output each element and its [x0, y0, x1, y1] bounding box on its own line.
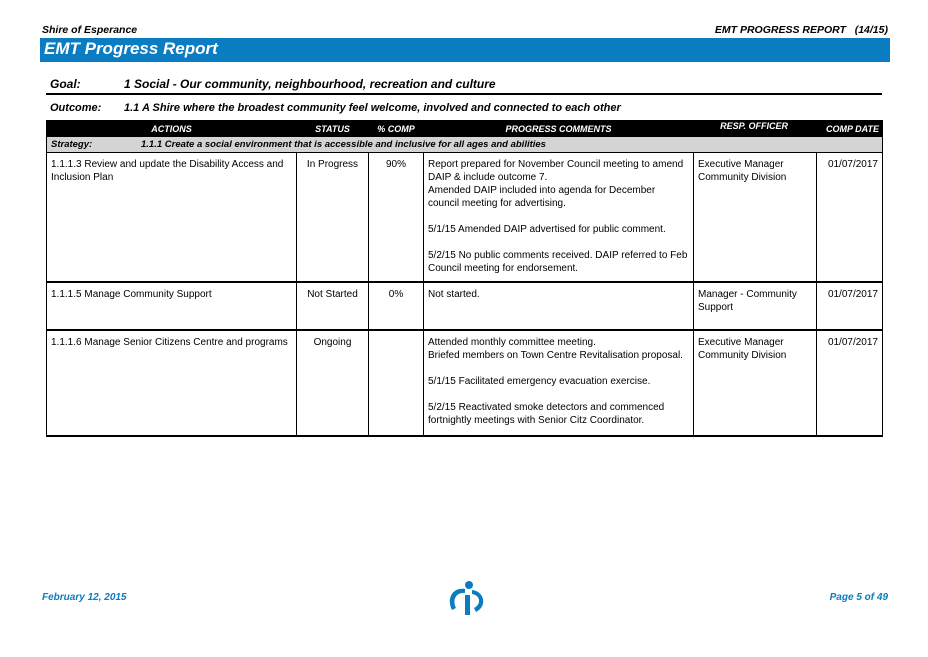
goal-text: 1 Social - Our community, neighbourhood, recreation and culture: [124, 77, 496, 91]
organisation-name: Shire of Esperance: [42, 24, 138, 36]
status-cell: Ongoing: [297, 330, 369, 436]
comment-paragraph: 5/2/15 No public comments received. DAIP referred to Feb Council meeting for endorsement.: [428, 250, 688, 274]
col-header-actions: ACTIONS: [47, 121, 297, 137]
outcome-line: [50, 102, 621, 114]
goal-line: [50, 77, 496, 91]
report-date: February 12, 2015: [42, 592, 127, 603]
comp-date-cell: 01/07/2017: [817, 153, 883, 283]
strategy-text: 1.1.1 Create a social environment that is accessible and inclusive for all ages and abilities: [141, 139, 546, 150]
comments-cell: [424, 282, 694, 330]
table-row: [47, 282, 883, 330]
comp-date-cell: 01/07/2017: [817, 282, 883, 330]
comment-paragraph: Report prepared for November Council meeting to amend DAIP & include outcome 7. Amended DAIP included into agenda for December council meeting for advertising.: [428, 159, 684, 209]
strategy-row: [47, 137, 883, 153]
action-cell: 1.1.1.3 Review and update the Disability Access and Inclusion Plan: [47, 153, 297, 283]
outcome-text: 1.1 A Shire where the broadest community feel welcome, involved and connected to each other: [124, 102, 621, 114]
table-row: [47, 330, 883, 436]
report-header-right: [715, 24, 888, 36]
comment-paragraph: 5/1/15 Facilitated emergency evacuation exercise.: [428, 376, 651, 387]
col-header-comments: PROGRESS COMMENTS: [424, 121, 694, 137]
comp-date-cell: 01/07/2017: [817, 330, 883, 436]
status-cell: Not Started: [297, 282, 369, 330]
comment-paragraph: Attended monthly committee meeting. Briefed members on Town Centre Revitalisation proposal.: [428, 337, 683, 361]
officer-cell: Executive Manager Community Division: [694, 330, 817, 436]
comment-paragraph: Not started.: [428, 289, 480, 300]
comment-paragraph: 5/1/15 Amended DAIP advertised for public comment.: [428, 224, 666, 235]
table-header-row: [47, 121, 883, 137]
title-banner: [40, 38, 890, 62]
col-header-percent: % COMP: [369, 121, 424, 137]
comments-cell: [424, 153, 694, 283]
col-header-officer: RESP. OFFICER: [694, 121, 817, 137]
percent-cell: [369, 330, 424, 436]
goal-label: Goal:: [50, 77, 81, 91]
officer-cell: Manager - Community Support: [694, 282, 817, 330]
outcome-label: Outcome:: [50, 102, 102, 114]
progress-table: [46, 120, 883, 437]
table-row: [47, 153, 883, 283]
comment-paragraph: 5/2/15 Reactivated smoke detectors and commenced fortnightly meetings with Senior Citz Coordinator.: [428, 402, 665, 426]
banner-title: EMT Progress Report: [44, 39, 218, 58]
action-cell: 1.1.1.6 Manage Senior Citizens Centre and programs: [47, 330, 297, 436]
goal-divider: [46, 93, 882, 95]
page-number: Page 5 of 49: [829, 592, 888, 603]
action-cell: 1.1.1.5 Manage Community Support: [47, 282, 297, 330]
status-cell: In Progress: [297, 153, 369, 283]
report-title-right: EMT PROGRESS REPORT: [714, 24, 846, 36]
col-header-status: STATUS: [297, 121, 369, 137]
strategy-label: Strategy:: [51, 139, 93, 150]
percent-cell: 0%: [369, 282, 424, 330]
info-i-logo-icon: [443, 578, 489, 618]
col-header-comp-date: COMP DATE: [817, 121, 883, 137]
percent-cell: 90%: [369, 153, 424, 283]
strategy-cell: [47, 137, 883, 153]
officer-cell: Executive Manager Community Division: [694, 153, 817, 283]
report-page-fraction: (14/15): [854, 24, 888, 36]
comments-cell: [424, 330, 694, 436]
